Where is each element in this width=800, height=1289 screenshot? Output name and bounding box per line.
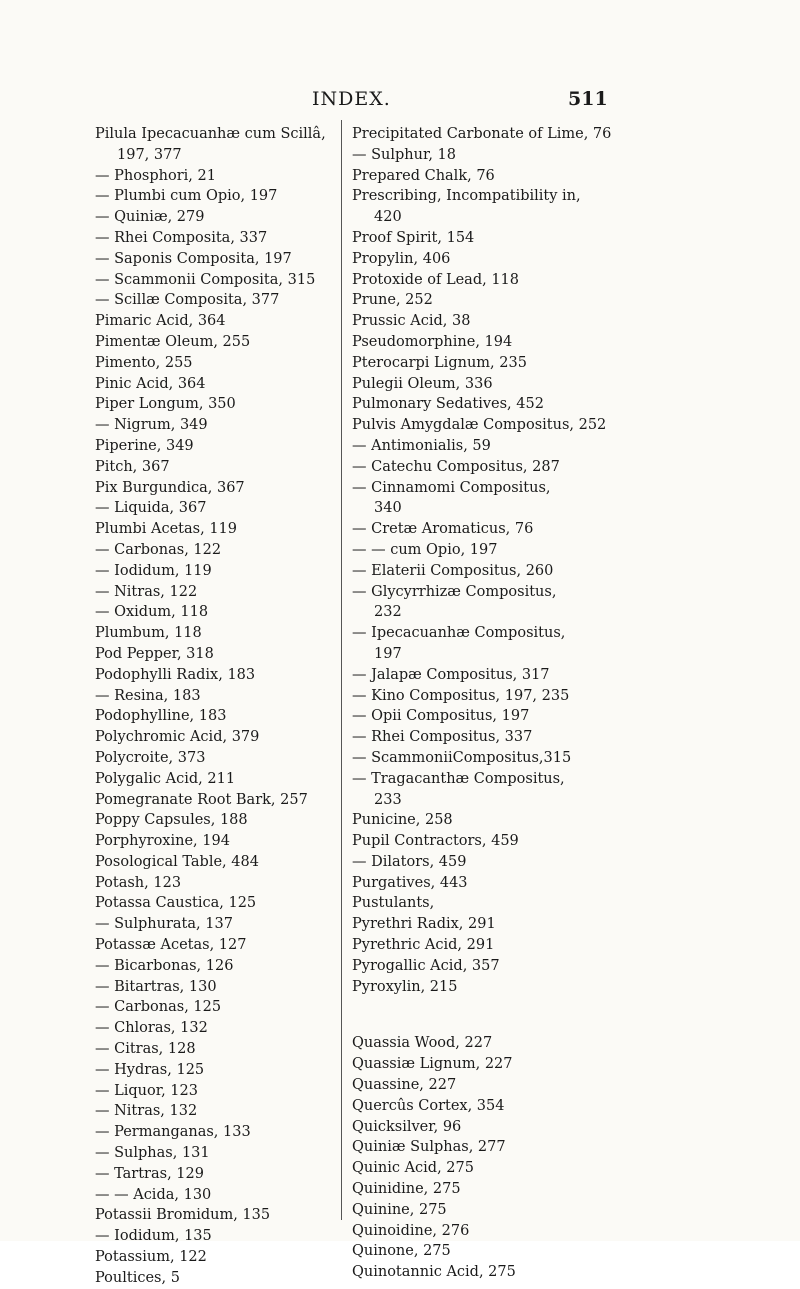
index-entry: Posological Table, 484 xyxy=(95,853,259,870)
index-entry: Piper Longum, 350 xyxy=(95,396,236,413)
index-subentry: — Permanganas, 133 xyxy=(95,1124,251,1141)
index-entry: Pix Burgundica, 367 xyxy=(95,479,245,496)
index-entry: Quinic Acid, 275 xyxy=(352,1160,474,1177)
index-column-left xyxy=(95,124,335,1289)
index-subentry: — Cretæ Aromaticus, 76 xyxy=(352,521,534,538)
index-entry: Quiniæ Sulphas, 277 xyxy=(352,1139,506,1156)
index-entry: Punicine, 258 xyxy=(352,812,453,829)
index-subentry: — Liquida, 367 xyxy=(95,500,207,517)
index-subentry: — Resina, 183 xyxy=(95,687,201,704)
index-subentry: — Rhei Compositus, 337 xyxy=(352,729,533,746)
index-entry: Pimento, 255 xyxy=(95,354,193,371)
index-subentry: — Elaterii Compositus, 260 xyxy=(352,562,554,579)
index-subentry: — Tragacanthæ Compositus, xyxy=(352,770,565,787)
index-entry: Precipitated Carbonate of Lime, 76 xyxy=(352,126,612,142)
index-column-right xyxy=(352,124,642,1283)
index-entry: Podophylli Radix, 183 xyxy=(95,666,256,683)
index-subentry: — Oxidum, 118 xyxy=(95,604,209,621)
index-entry: Protoxide of Lead, 118 xyxy=(352,271,519,288)
index-gap xyxy=(352,1015,642,1033)
index-entry: Quinotannic Acid, 275 xyxy=(352,1264,516,1281)
index-subentry: — Ipecacuanhæ Compositus, xyxy=(352,625,566,642)
index-subentry: — Glycyrrhizæ Compositus, xyxy=(352,583,557,600)
index-subentry: — Nigrum, 349 xyxy=(95,417,208,434)
index-entry: Potassium, 122 xyxy=(95,1249,207,1266)
index-entry: Pulmonary Sedatives, 452 xyxy=(352,396,544,413)
index-continuation: 233 xyxy=(374,791,402,808)
page-title: INDEX. xyxy=(312,88,391,110)
index-subentry: — Nitras, 122 xyxy=(95,583,198,600)
index-entry: Poultices, 5 xyxy=(95,1269,180,1286)
index-subentry: — Scammonii Composita, 315 xyxy=(95,271,316,288)
index-entry: Prune, 252 xyxy=(352,292,433,309)
index-entry: Purgatives, 443 xyxy=(352,874,468,891)
index-subentry: — Saponis Composita, 197 xyxy=(95,250,292,267)
index-entry: Pinic Acid, 364 xyxy=(95,375,206,392)
index-entry: Pulegii Oleum, 336 xyxy=(352,375,493,392)
index-entry: Proof Spirit, 154 xyxy=(352,229,475,246)
index-continuation: 232 xyxy=(374,604,402,621)
index-subentry: — Tartras, 129 xyxy=(95,1165,204,1182)
index-continuation: 340 xyxy=(374,500,402,517)
index-entry: Pustulants, xyxy=(352,895,435,912)
index-subentry: — Antimonialis, 59 xyxy=(352,437,491,454)
column-divider xyxy=(341,120,342,1220)
index-entry: Quinone, 275 xyxy=(352,1243,451,1260)
index-subentry: — Carbonas, 125 xyxy=(95,999,222,1016)
index-subentry: — Chloras, 132 xyxy=(95,1020,208,1037)
index-subentry: — Iodidum, 135 xyxy=(95,1228,212,1245)
index-entry: Quicksilver, 96 xyxy=(352,1118,462,1135)
index-entry: Pilula Ipecacuanhæ cum Scillâ, xyxy=(95,126,326,142)
index-subentry: — Bitartras, 130 xyxy=(95,978,217,995)
index-subentry: — Liquor, 123 xyxy=(95,1082,198,1099)
index-subentry: — — cum Opio, 197 xyxy=(352,541,498,558)
index-subentry: — Dilators, 459 xyxy=(352,853,467,870)
index-subentry: — Kino Compositus, 197, 235 xyxy=(352,687,570,704)
index-subentry: — Nitras, 132 xyxy=(95,1103,198,1120)
index-entry: Pimentæ Oleum, 255 xyxy=(95,333,251,350)
index-entry: Potassii Bromidum, 135 xyxy=(95,1207,271,1224)
index-continuation: 420 xyxy=(374,209,402,226)
index-subentry: — Hydras, 125 xyxy=(95,1061,205,1078)
index-subentry: — — Acida, 130 xyxy=(95,1186,212,1203)
index-entry: Poppy Capsules, 188 xyxy=(95,812,248,829)
index-entry: Pyrethric Acid, 291 xyxy=(352,937,495,954)
index-subentry: — Iodidum, 119 xyxy=(95,562,212,579)
index-subentry: — Sulphur, 18 xyxy=(352,146,456,163)
index-entry: Pitch, 367 xyxy=(95,458,170,475)
index-subentry: — Sulphas, 131 xyxy=(95,1145,210,1162)
index-subentry: — Bicarbonas, 126 xyxy=(95,957,234,974)
index-subentry: — Rhei Composita, 337 xyxy=(95,229,268,246)
index-subentry: — Carbonas, 122 xyxy=(95,541,222,558)
index-entry: Pyroxylin, 215 xyxy=(352,978,458,995)
index-entry: Podophylline, 183 xyxy=(95,708,227,725)
index-entry: Prussic Acid, 38 xyxy=(352,313,471,330)
index-subentry: — Jalapæ Compositus, 317 xyxy=(352,666,550,683)
index-entry: Pimaric Acid, 364 xyxy=(95,313,226,330)
page-header xyxy=(0,88,800,118)
index-entry: Polygalic Acid, 211 xyxy=(95,770,236,787)
index-entry: Quassia Wood, 227 xyxy=(352,1035,493,1052)
page-number: 511 xyxy=(568,88,608,110)
index-entry: Polycroite, 373 xyxy=(95,749,206,766)
index-entry: Quinine, 275 xyxy=(352,1201,447,1218)
index-entry: Plumbi Acetas, 119 xyxy=(95,521,237,538)
index-entry: Piperine, 349 xyxy=(95,437,194,454)
index-entry: Pomegranate Root Bark, 257 xyxy=(95,791,308,808)
index-entry: Potassæ Acetas, 127 xyxy=(95,937,247,954)
index-entry: Pseudomorphine, 194 xyxy=(352,333,513,350)
index-entry: Pulvis Amygdalæ Compositus, 252 xyxy=(352,417,607,434)
index-entry: Quinoidine, 276 xyxy=(352,1222,470,1239)
index-entry: Quercûs Cortex, 354 xyxy=(352,1097,505,1114)
index-subentry: — Plumbi cum Opio, 197 xyxy=(95,188,278,205)
index-entry: Pyrogallic Acid, 357 xyxy=(352,957,500,974)
index-entry: Quinidine, 275 xyxy=(352,1181,461,1198)
index-subentry: — Scillæ Composita, 377 xyxy=(95,292,280,309)
index-entry: Pod Pepper, 318 xyxy=(95,645,214,662)
index-subentry: — Cinnamomi Compositus, xyxy=(352,479,551,496)
index-entry: Porphyroxine, 194 xyxy=(95,833,230,850)
index-entry: Pupil Contractors, 459 xyxy=(352,833,519,850)
index-subentry: — Catechu Compositus, 287 xyxy=(352,458,560,475)
index-entry: Plumbum, 118 xyxy=(95,625,202,642)
index-entry: Potassa Caustica, 125 xyxy=(95,895,257,912)
index-entry: Pyrethri Radix, 291 xyxy=(352,916,496,933)
index-continuation: 197 xyxy=(374,645,402,662)
index-entry: Potash, 123 xyxy=(95,874,182,891)
index-subentry: — Sulphurata, 137 xyxy=(95,916,233,933)
index-subentry: — ScammoniiCompositus,315 xyxy=(352,749,572,766)
index-subentry: — Phosphori, 21 xyxy=(95,167,216,184)
index-entry: Propylin, 406 xyxy=(352,250,451,267)
index-entry: Polychromic Acid, 379 xyxy=(95,729,260,746)
index-continuation: 197, 377 xyxy=(117,146,182,163)
index-gap xyxy=(352,997,642,1015)
index-entry: Quassiæ Lignum, 227 xyxy=(352,1056,513,1073)
index-subentry: — Opii Compositus, 197 xyxy=(352,708,530,725)
index-entry: Pterocarpi Lignum, 235 xyxy=(352,354,527,371)
index-subentry: — Citras, 128 xyxy=(95,1041,196,1058)
index-entry: Prepared Chalk, 76 xyxy=(352,167,495,184)
index-entry: Quassine, 227 xyxy=(352,1077,457,1094)
index-subentry: — Quiniæ, 279 xyxy=(95,209,205,226)
index-entry: Prescribing, Incompatibility in, xyxy=(352,188,581,205)
